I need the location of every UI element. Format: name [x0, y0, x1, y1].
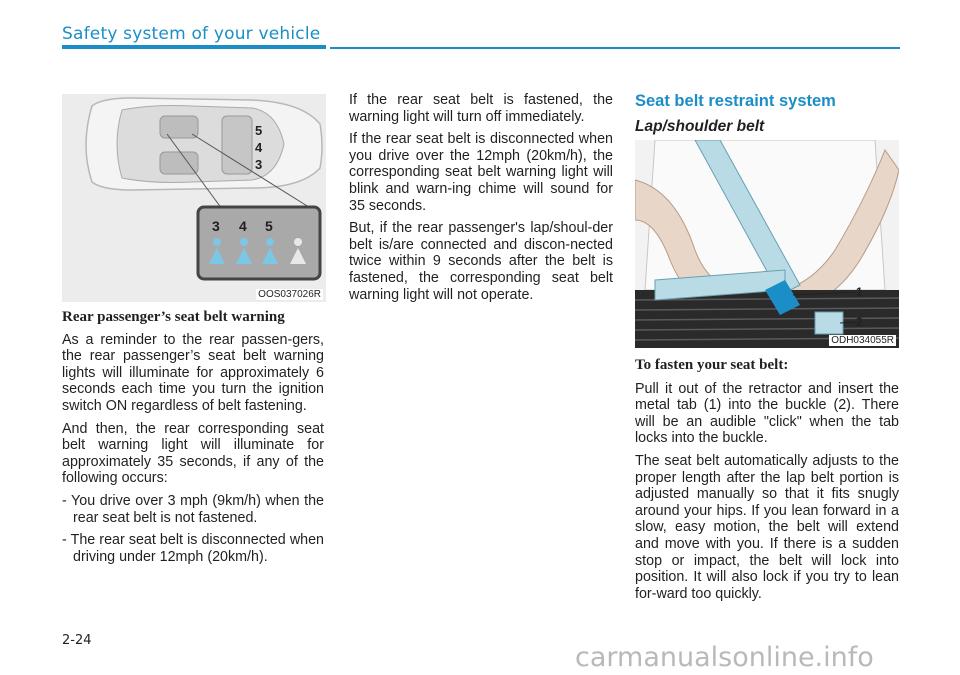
car-seat-warning-figure: [62, 94, 326, 302]
icon-number: 4: [239, 218, 247, 234]
left-text-column: [62, 309, 324, 571]
list-item: - You drive over 3 mph (9km/h) when the rear seat belt is not fastened.: [62, 492, 324, 526]
middle-text-column: [349, 92, 613, 309]
figure-code: ODH034055R: [831, 335, 894, 346]
paragraph: Pull it out of the retractor and insert the metal tab (1) into the buckle (2). There will be an audible "click" when the tab locks into the buckle.: [635, 380, 899, 447]
car-seat-number: 5: [255, 123, 263, 138]
car-seat-number: 4: [255, 140, 263, 155]
icon-number: 5: [265, 218, 273, 234]
paragraph: As a reminder to the rear passen-gers, the rear passenger’s seat belt warning lights will illuminate for approximately 6 seconds each time you turn the ignition switch ON regardless of belt fastening.: [62, 331, 324, 414]
paragraph: If the rear seat belt is fastened, the warning light will turn off immediately.: [349, 92, 613, 125]
paragraph: And then, the rear corresponding seat belt warning light will illuminate for approximately 35 seconds, if any of the following occurs:: [62, 420, 324, 487]
fasten-heading: To fasten your seat belt:: [635, 357, 789, 373]
callout-number: 2: [856, 315, 863, 329]
section-title: Safety system of your vehicle: [62, 24, 321, 44]
paragraph: But, if the rear passenger's lap/shoul-der belt is/are connected and discon-nected twice within 9 seconds after the belt is fastened, the corresponding seat belt warning light will not operate.: [349, 220, 613, 303]
list-item: - The rear seat belt is disconnected when driving under 12mph (20km/h).: [62, 532, 324, 565]
seat-belt-figure: [635, 140, 899, 348]
callout-number: 1: [856, 285, 863, 299]
lap-shoulder-heading: Lap/shoulder belt: [635, 118, 765, 135]
header-rule-thick: [62, 45, 326, 49]
header-rule-thin: [330, 47, 900, 49]
paragraph: If the rear seat belt is disconnected when you drive over the 12mph (20km/h), the corresponding seat belt warning light will blink and warn-ing chime will sound for 35 seconds.: [349, 131, 613, 214]
watermark: carmanualsonline.info: [575, 642, 874, 673]
icon-number: 3: [212, 218, 220, 234]
paragraph: The seat belt automatically adjusts to the proper length after the lap belt portion is adjusted manually so that it fits snugly around your hips. If you lean forward in a slow, easy motion, the belt will extend and move with you. If there is a sudden stop or impact, the belt will lock into position. It will also lock if you try to lean for-ward too quickly.: [635, 452, 899, 602]
page-number: 2-24: [62, 633, 92, 648]
seat-belt-system-heading: Seat belt restraint system: [635, 92, 836, 110]
right-text-column: [635, 357, 899, 608]
car-top-view-illustration: [62, 94, 326, 302]
rear-warning-heading: Rear passenger’s seat belt warning: [62, 309, 285, 325]
figure-code: OOS037026R: [258, 289, 321, 300]
car-seat-number: 3: [255, 157, 263, 172]
